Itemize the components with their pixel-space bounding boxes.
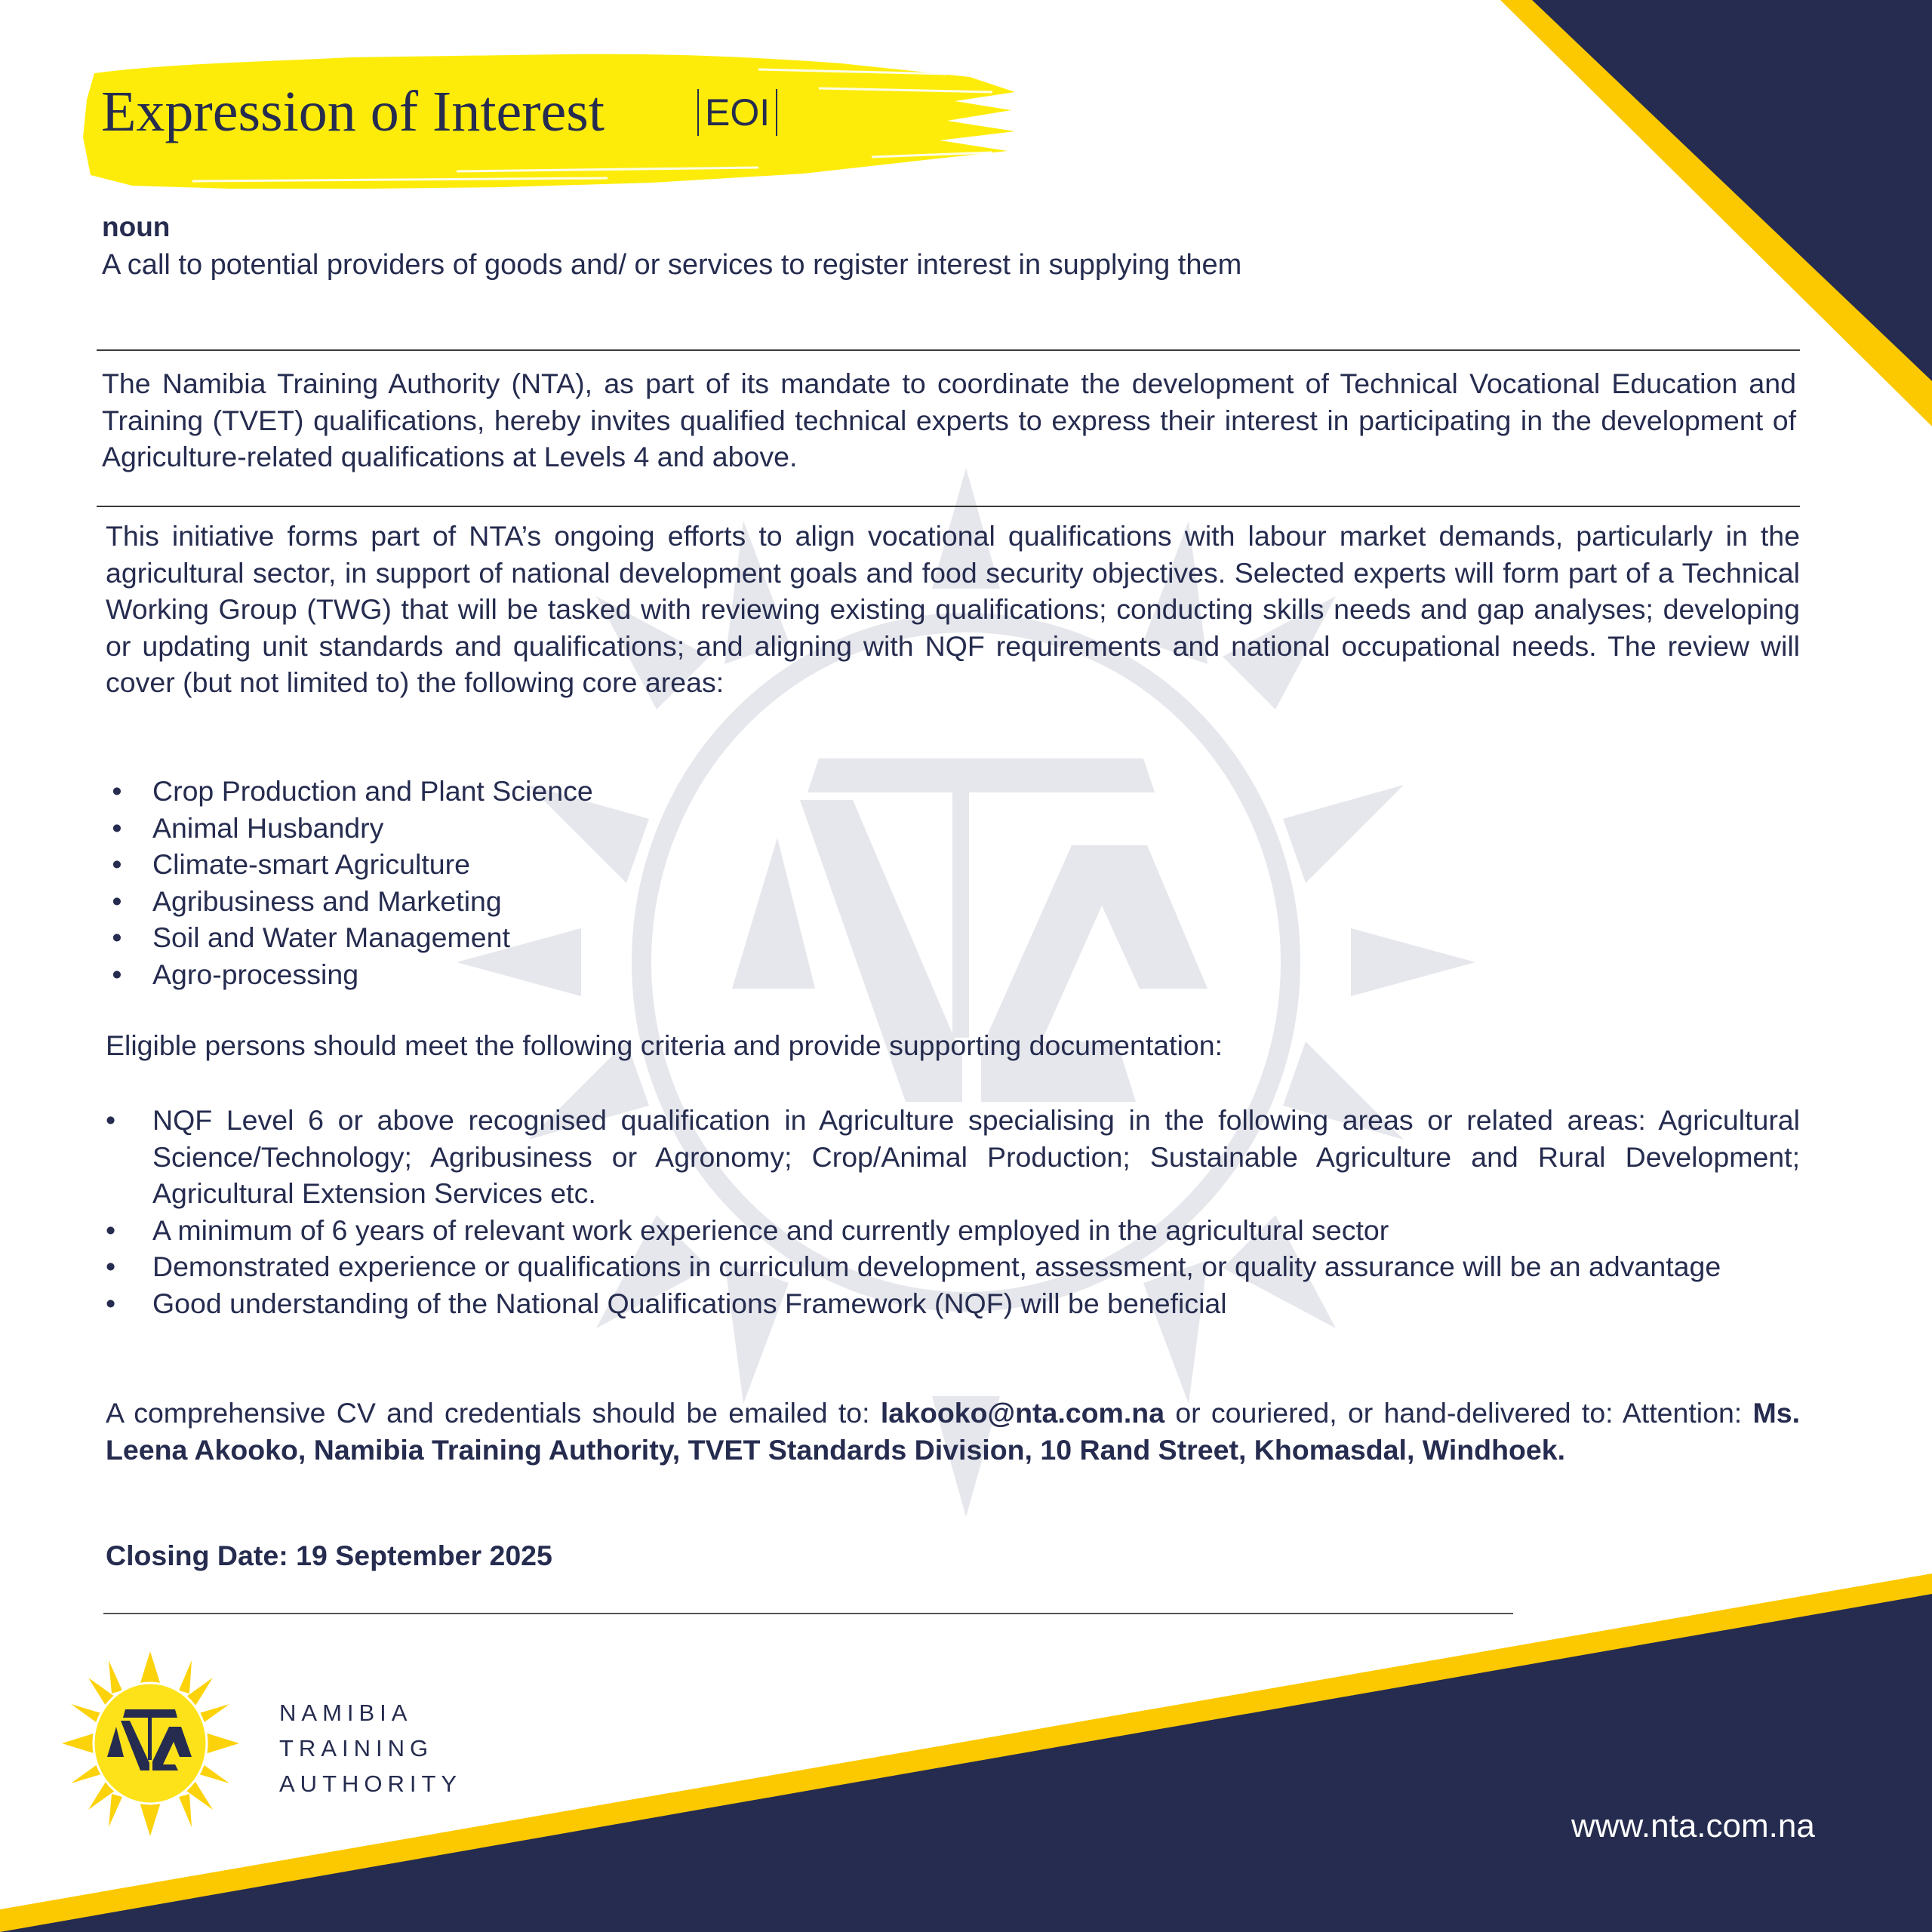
website-link[interactable]: www.nta.com.na xyxy=(1571,1807,1815,1844)
criteria-intro: Eligible persons should meet the following criteria and provide supporting documentation: xyxy=(106,1029,1223,1061)
contact-address: Ms. Leena Akooko, Namibia Training Authority, TVET Standards Division, 10 Rand Street, Khomasdal, Windhoek. xyxy=(106,1397,1800,1466)
definition-text: A call to potential providers of goods and/ or services to register interest in supplying them xyxy=(102,249,1242,281)
contact-email-link[interactable]: lakooko@nta.com.na xyxy=(880,1397,1165,1429)
contact-mid: or couriered, or hand-delivered to: Attention: xyxy=(1164,1397,1753,1429)
list-item: • Soil and Water Management xyxy=(106,919,860,956)
divider-middle xyxy=(97,506,1800,507)
list-item: • Agribusiness and Marketing xyxy=(106,883,860,920)
org-name-line: TRAINING xyxy=(279,1735,434,1761)
org-name xyxy=(279,1695,462,1801)
criteria-list xyxy=(106,1102,1800,1321)
list-item: • Demonstrated experience or qualifications in curriculum development, assessment, or quality assurance will be an advantage xyxy=(106,1248,1800,1285)
divider-top xyxy=(97,349,1800,351)
divider-bottom xyxy=(103,1613,1513,1614)
initiative-paragraph: This initiative forms part of NTA’s ongoing efforts to align vocational qualifications with labour market demands, particularly in the agricultural sector, in support of national development goals and food security objectives. Selected experts will form part of a Technical Working Group (TWG) that will be tasked with reviewing existing qualifications; conducting skills needs and gap analyses; developing or updating unit standards and qualifications; and aligning with NQF requirements and national occupational needs. The review will cover (but not limited to) the following core areas: xyxy=(106,520,1800,698)
list-item: • Climate-smart Agriculture xyxy=(106,846,860,883)
org-name-line: NAMIBIA xyxy=(279,1700,413,1726)
closing-date: Closing Date: 19 September 2025 xyxy=(106,1540,552,1571)
page-title: Expression of Interest xyxy=(101,80,605,143)
list-item: • A minimum of 6 years of relevant work experience and currently employed in the agricultural sector xyxy=(106,1212,1800,1249)
intro-paragraph: The Namibia Training Authority (NTA), as part of its mandate to coordinate the development of Technical Vocational Education and Training (TVET) qualifications, hereby invites qualified technical experts to express their interest in participating in the development of Agriculture-related qualifications at Levels 4 and above. xyxy=(102,368,1796,472)
contact-lead: A comprehensive CV and credentials should be emailed to: xyxy=(106,1397,881,1429)
list-item: • Good understanding of the National Qualifications Framework (NQF) will be beneficial xyxy=(106,1285,1800,1322)
list-item: • NQF Level 6 or above recognised qualification in Agriculture specialising in the following areas or related areas: Agricultural Science/Technology; Agribusiness or Agronomy; Crop/Animal Production; Sustainable Agriculture and Rural Development; Agricultural Extension Services etc. xyxy=(106,1102,1800,1212)
part-of-speech: noun xyxy=(102,211,171,242)
eoi-abbreviation: EOI xyxy=(697,89,777,136)
list-item: • Animal Husbandry xyxy=(106,810,860,847)
contact-paragraph xyxy=(106,1395,1800,1468)
nta-logo-icon xyxy=(62,1651,239,1836)
list-item: • Crop Production and Plant Science xyxy=(106,773,860,810)
core-areas-list xyxy=(106,773,860,992)
list-item: • Agro-processing xyxy=(106,956,860,993)
org-name-line: AUTHORITY xyxy=(279,1770,463,1797)
